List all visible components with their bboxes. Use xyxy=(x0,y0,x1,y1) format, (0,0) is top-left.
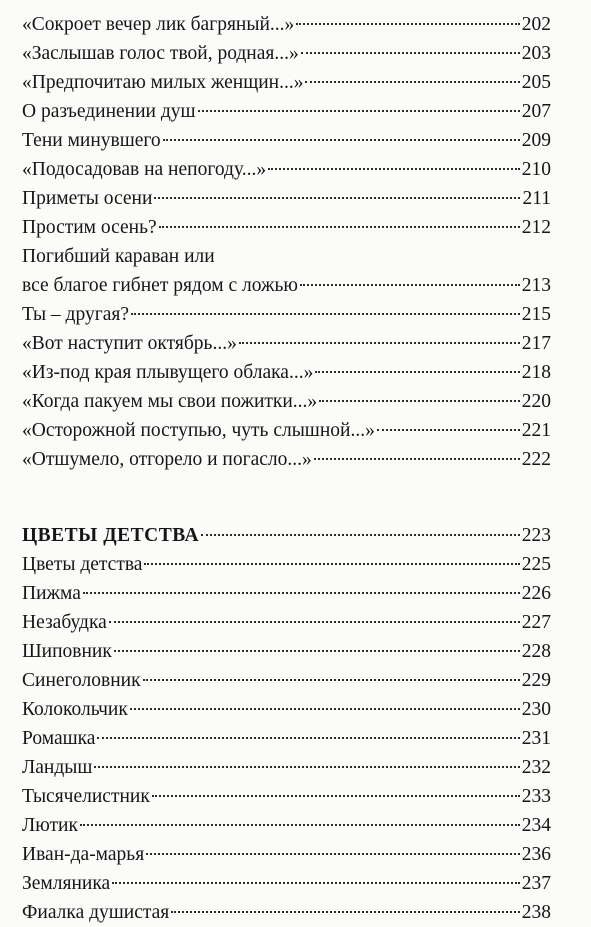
toc-entry xyxy=(22,637,551,666)
toc-entry-page: 234 xyxy=(521,815,551,836)
toc-entry-page: 203 xyxy=(521,43,551,64)
toc-entry xyxy=(22,39,551,68)
toc-entry-title: «Осторожной поступью, чуть слышной...» xyxy=(22,420,375,441)
toc-entry-title: Иван-да-марья xyxy=(22,844,145,865)
toc-leader-dots xyxy=(144,563,519,565)
toc-entry xyxy=(22,68,551,97)
toc-entry-page: 215 xyxy=(521,304,551,325)
toc-leader-dots xyxy=(146,853,520,855)
toc-entry xyxy=(22,445,551,474)
toc-section-heading-title: ЦВЕТЫ ДЕТСТВА xyxy=(22,525,200,546)
toc-leader-dots xyxy=(97,737,519,739)
toc-entry-title: «Сокроет вечер лик багряный...» xyxy=(22,14,295,35)
toc-leader-dots xyxy=(154,197,520,199)
toc-leader-dots xyxy=(239,342,520,344)
toc-section-2 xyxy=(22,521,551,927)
toc-entry xyxy=(22,416,551,445)
toc-entry-title: Фиалка душистая xyxy=(22,902,170,923)
toc-leader-dots xyxy=(114,650,520,652)
toc-entry-page: 217 xyxy=(521,333,551,354)
toc-leader-dots xyxy=(109,621,520,623)
toc-entry-page: 225 xyxy=(521,554,551,575)
toc-entry xyxy=(22,753,551,782)
toc-entry-title: Лютик xyxy=(22,815,78,836)
toc-entry-title: «Заслышав голос твой, родная...» xyxy=(22,43,299,64)
toc-entry xyxy=(22,579,551,608)
toc-leader-dots xyxy=(198,110,520,112)
toc-entry xyxy=(22,358,551,387)
toc-entry xyxy=(22,898,551,927)
toc-entry xyxy=(22,184,551,213)
toc-leader-dots xyxy=(305,81,519,83)
toc-entry-page: 233 xyxy=(521,786,551,807)
toc-leader-dots xyxy=(94,766,519,768)
toc-entry-page: 218 xyxy=(521,362,551,383)
toc-leader-dots xyxy=(377,429,520,431)
toc-entry-title: Синеголовник xyxy=(22,670,141,691)
toc-entry-page: 207 xyxy=(521,101,551,122)
toc-entry-page: 202 xyxy=(521,14,551,35)
toc-entry-title: Шиповник xyxy=(22,641,112,662)
toc-entry-title: Колокольчик xyxy=(22,699,128,720)
toc-entry-page: 238 xyxy=(521,902,551,923)
toc-entry-title: Простим осень? xyxy=(22,217,157,238)
toc-entry-page: 205 xyxy=(521,72,551,93)
toc-section-heading-page: 223 xyxy=(521,525,551,546)
toc-entry xyxy=(22,666,551,695)
toc-leader-dots xyxy=(131,313,520,315)
toc-entry-page: 211 xyxy=(522,188,551,209)
toc-entry-page: 209 xyxy=(521,130,551,151)
toc-leader-dots xyxy=(159,226,520,228)
toc-leader-dots xyxy=(201,534,520,536)
toc-entry-title: Земляника xyxy=(22,873,111,894)
toc-leader-dots xyxy=(314,458,520,460)
toc-leader-dots xyxy=(143,679,520,681)
toc-leader-dots xyxy=(163,139,520,141)
toc-entry xyxy=(22,155,551,184)
toc-entry xyxy=(22,10,551,39)
toc-entry-title: «Из-под края плывущего облака...» xyxy=(22,362,314,383)
toc-entry-title: Ты – другая? xyxy=(22,304,129,325)
toc-entry-page: 210 xyxy=(521,159,551,180)
toc-entry-first-line xyxy=(22,242,551,271)
section-spacer xyxy=(22,474,551,521)
toc-leader-dots xyxy=(80,824,520,826)
toc-entry-title: Погибший караван или xyxy=(22,246,215,267)
toc-entry-title: Цветы детства xyxy=(22,554,143,575)
toc-entry xyxy=(22,811,551,840)
toc-leader-dots xyxy=(319,400,520,402)
toc-entry-page: 220 xyxy=(521,391,551,412)
toc-entry-page: 229 xyxy=(521,670,551,691)
toc-entry xyxy=(22,550,551,579)
toc-entry xyxy=(22,329,551,358)
toc-entry xyxy=(22,213,551,242)
toc-entry-page: 231 xyxy=(521,728,551,749)
toc-leader-dots xyxy=(171,911,519,913)
toc-entry-title: Приметы осени xyxy=(22,188,153,209)
toc-entry-title: Тени минувшего xyxy=(22,130,161,151)
toc-entry-page: 226 xyxy=(521,583,551,604)
toc-entry xyxy=(22,271,551,300)
toc-entry-title: «Предпочитаю милых женщин...» xyxy=(22,72,304,93)
toc-entry-title: О разъединении душ xyxy=(22,101,196,122)
toc-leader-dots xyxy=(130,708,520,710)
toc-entry xyxy=(22,97,551,126)
toc-leader-dots xyxy=(296,23,519,25)
toc-entry-title: Незабудка xyxy=(22,612,107,633)
toc-entry-title: Ландыш xyxy=(22,757,93,778)
toc-entry-title: Пижма xyxy=(22,583,81,604)
toc-leader-dots xyxy=(83,592,520,594)
toc-entry-page: 230 xyxy=(521,699,551,720)
toc-entry-page: 221 xyxy=(521,420,551,441)
toc-entry xyxy=(22,695,551,724)
toc-entry-title: «Отшумело, отгорело и погасло...» xyxy=(22,449,312,470)
toc-leader-dots xyxy=(315,371,519,373)
toc-entry xyxy=(22,840,551,869)
toc-entry xyxy=(22,608,551,637)
toc-leader-dots xyxy=(268,168,520,170)
toc-entry-title: все благое гибнет рядом с ложью xyxy=(22,275,298,296)
toc-entry-title: «Подосадовав на непогоду...» xyxy=(22,159,267,180)
toc-entry-page: 227 xyxy=(521,612,551,633)
toc-entry xyxy=(22,300,551,329)
toc-entry-title: «Вот наступит октябрь...» xyxy=(22,333,237,354)
toc-entry xyxy=(22,782,551,811)
toc-entry-title: Ромашка xyxy=(22,728,96,749)
toc-entry-page: 232 xyxy=(521,757,551,778)
toc-entry xyxy=(22,869,551,898)
toc-entry-page: 228 xyxy=(521,641,551,662)
toc-section-heading xyxy=(22,521,551,550)
toc-entry-title: «Когда пакуем мы свои пожитки...» xyxy=(22,391,318,412)
toc-section-1 xyxy=(22,10,551,474)
toc-entry-page: 212 xyxy=(521,217,551,238)
toc-entry-page: 213 xyxy=(521,275,551,296)
toc-leader-dots xyxy=(300,284,520,286)
toc-entry-title: Тысячелистник xyxy=(22,786,150,807)
toc-entry xyxy=(22,387,551,416)
toc-leader-dots xyxy=(301,52,520,54)
toc-entry-page: 237 xyxy=(521,873,551,894)
toc-entry xyxy=(22,126,551,155)
toc-leader-dots xyxy=(152,795,520,797)
toc-entry-page: 222 xyxy=(521,449,551,470)
toc-leader-dots xyxy=(112,882,520,884)
toc-entry xyxy=(22,724,551,753)
toc-entry-page: 236 xyxy=(521,844,551,865)
